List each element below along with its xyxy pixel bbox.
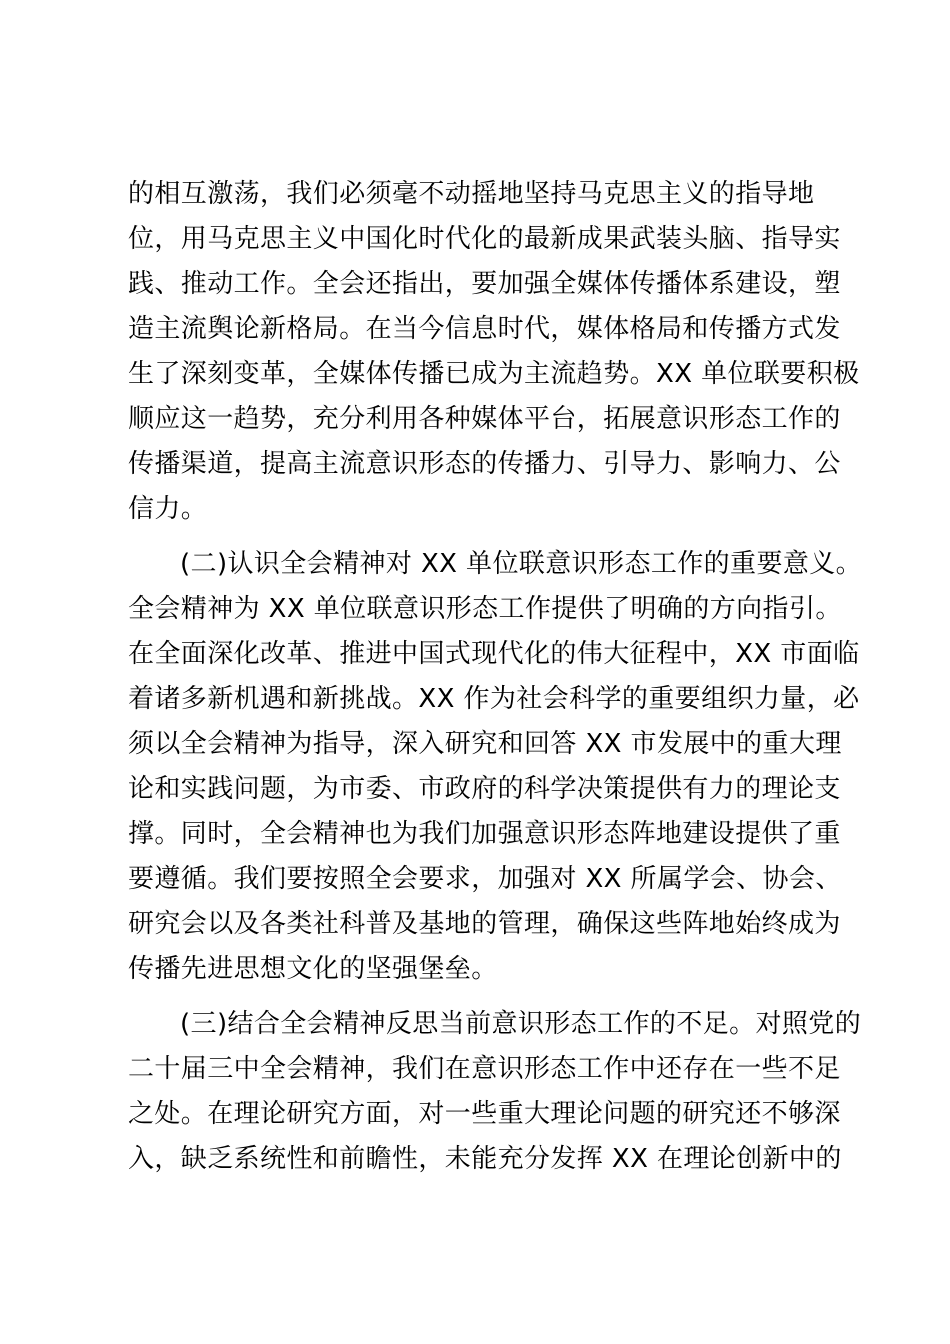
text-line: 信力。	[128, 494, 208, 524]
text-line: 的相互激荡，我们必须毫不动摇地坚持马克思主义的指导地	[128, 179, 815, 209]
text-line: 践、推动工作。全会还指出，要加强全媒体传播体系建设，塑	[128, 269, 841, 299]
document-body	[128, 172, 863, 1182]
text-line: 传播渠道，提高主流意识形态的传播力、引导力、影响力、公	[128, 449, 841, 479]
section-heading-line: (三)结合全会精神反思当前意识形态工作的不足。对照党的	[180, 1009, 862, 1039]
text-line: 入，缺乏系统性和前瞻性，未能充分发挥 XX 在理论创新中的	[128, 1144, 842, 1174]
text-line: 生了深刻变革，全媒体传播已成为主流趋势。XX 单位联要积极	[128, 359, 860, 389]
text-line: 撑。同时，全会精神也为我们加强意识形态阵地建设提供了重	[128, 819, 841, 849]
section-heading-line: (二)认识全会精神对 XX 单位联意识形态工作的重要意义。	[180, 549, 863, 579]
text-line: 位，用马克思主义中国化时代化的最新成果武装头脑、指导实	[128, 224, 841, 254]
text-line: 研究会以及各类社科普及基地的管理，确保这些阵地始终成为	[128, 909, 841, 939]
paragraph-spacing	[128, 532, 838, 542]
text-line: 要遵循。我们要按照全会要求，加强对 XX 所属学会、协会、	[128, 864, 842, 894]
text-line: 在全面深化改革、推进中国式现代化的伟大征程中，XX 市面临	[128, 639, 860, 669]
text-line: 顺应这一趋势，充分利用各种媒体平台，拓展意识形态工作的	[128, 404, 841, 434]
text-line: 二十届三中全会精神，我们在意识形态工作中还存在一些不足	[128, 1054, 841, 1084]
paragraph-section-3	[128, 1002, 862, 1182]
paragraph-section-2	[128, 542, 863, 992]
text-line: 传播先进思想文化的坚强堡垒。	[128, 954, 498, 984]
paragraph-spacing	[128, 992, 838, 1002]
text-line: 须以全会精神为指导，深入研究和回答 XX 市发展中的重大理	[128, 729, 842, 759]
text-line: 全会精神为 XX 单位联意识形态工作提供了明确的方向指引。	[128, 594, 842, 624]
text-line: 论和实践问题，为市委、市政府的科学决策提供有力的理论支	[128, 774, 841, 804]
text-line: 之处。在理论研究方面，对一些重大理论问题的研究还不够深	[128, 1099, 841, 1129]
text-line: 造主流舆论新格局。在当今信息时代，媒体格局和传播方式发	[128, 314, 841, 344]
paragraph-continuation	[128, 172, 860, 532]
text-line: 着诸多新机遇和新挑战。XX 作为社会科学的重要组织力量，必	[128, 684, 860, 714]
